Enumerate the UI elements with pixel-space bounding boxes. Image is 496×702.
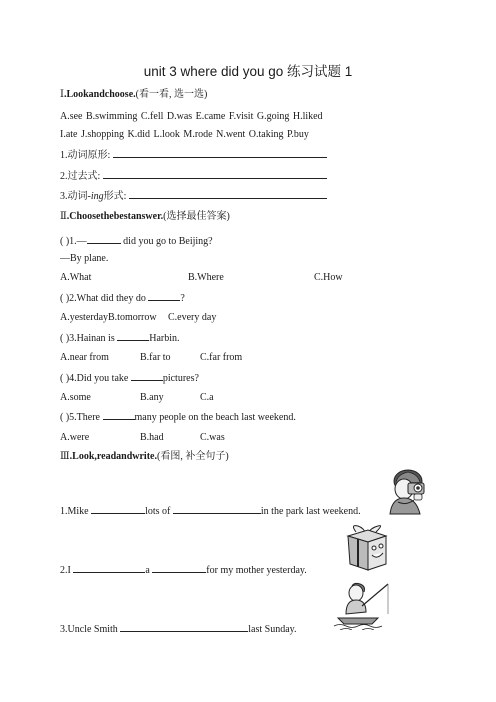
- word-bank-row2: I.ate J.shopping K.did L.look M.rode N.went O.taking P.buy: [60, 129, 309, 140]
- s2-text-b: a: [145, 565, 153, 576]
- write-sentence-2: [60, 563, 307, 577]
- s2-blank-1[interactable]: [73, 563, 145, 573]
- answer-paren[interactable]: ( ): [60, 293, 70, 304]
- section1-q1: [60, 148, 327, 162]
- option-b[interactable]: B.Where: [188, 272, 224, 283]
- option-b[interactable]: B.far to: [140, 352, 171, 363]
- q1-label: 1.动词原形:: [60, 150, 111, 161]
- boy-taking-photo-illustration: [384, 466, 436, 516]
- section3-heading: [60, 450, 229, 463]
- q1-text-b: did you go to Beijing?: [120, 236, 213, 247]
- q1-text-a: 1.—: [69, 236, 87, 247]
- s1-text-a: 1.Mike: [60, 506, 92, 517]
- word-bank-row1: A.see B.swimming C.fell D.was E.came F.visit G.going H.liked: [60, 111, 323, 122]
- option-a[interactable]: A.near from: [60, 352, 109, 363]
- mc-q3-options: [60, 351, 242, 364]
- mc-question-1: [60, 234, 213, 248]
- write-sentence-1: [60, 504, 361, 518]
- answer-paren[interactable]: ( ): [60, 236, 70, 247]
- q4-text-a: 4.Did you take: [69, 373, 131, 384]
- q3-text-a: 3.Hainan is: [69, 333, 118, 344]
- option-b[interactable]: B.tomorrow: [108, 312, 157, 323]
- page-title: unit 3 where did you go 练习试题 1: [143, 64, 353, 79]
- mc-question-2: [60, 291, 185, 305]
- section1-heading-cn: (看一看, 选一选): [135, 89, 208, 100]
- option-b[interactable]: B.had: [140, 432, 164, 443]
- q5-blank[interactable]: [103, 410, 135, 420]
- man-fishing-illustration: [332, 578, 390, 630]
- section1-q2: [60, 169, 327, 183]
- s2-text-c: for my mother yesterday.: [206, 565, 307, 576]
- answer-paren[interactable]: ( ): [60, 333, 70, 344]
- mc-q5-options: [60, 431, 225, 444]
- s3-text-b: last Sunday.: [248, 624, 297, 635]
- mc-question-3: [60, 331, 180, 345]
- gift-box-illustration: [344, 524, 390, 572]
- write-sentence-3: [60, 622, 297, 636]
- option-a[interactable]: A.What: [60, 272, 92, 283]
- s1-blank-2[interactable]: [173, 504, 261, 514]
- section2-heading-en: .Choosethebestanswer.: [66, 211, 164, 222]
- s1-text-b: lots of: [145, 506, 173, 517]
- option-a[interactable]: A.were: [60, 432, 90, 443]
- mc-question-4: [60, 371, 199, 385]
- mc-q1-options: [60, 271, 343, 284]
- s3-text-a: 3.Uncle Smith: [60, 624, 121, 635]
- q2-label: 2.过去式:: [60, 171, 101, 182]
- section3-heading-en: .Look,readandwrite.: [69, 451, 157, 462]
- q5-text-b: many people on the beach last weekend.: [134, 412, 296, 423]
- option-c[interactable]: C.every day: [168, 312, 217, 323]
- q1-blank[interactable]: [87, 234, 121, 244]
- q2-text-b: ?: [180, 293, 185, 304]
- q2-text-a: 2.What did they do: [69, 293, 149, 304]
- option-b[interactable]: B.any: [140, 392, 164, 403]
- option-a[interactable]: A.some: [60, 392, 91, 403]
- section1-heading-en: .Lookandchoose.: [63, 89, 136, 100]
- mc-q4-options: [60, 391, 214, 404]
- s2-blank-2[interactable]: [152, 563, 206, 573]
- q3-answer-blank[interactable]: [129, 189, 327, 199]
- section1-q3: [60, 189, 327, 203]
- q4-blank[interactable]: [131, 371, 163, 381]
- s1-blank-1[interactable]: [91, 504, 145, 514]
- s3-blank-1[interactable]: [120, 622, 248, 632]
- option-c[interactable]: C.How: [314, 272, 343, 283]
- section1-heading-num: Ⅰ: [60, 89, 64, 100]
- section3-heading-cn: (看图, 补全句子): [156, 451, 229, 462]
- answer-paren[interactable]: ( ): [60, 373, 70, 384]
- section1-heading: [60, 88, 207, 101]
- q3-label-a: 3.动词-: [60, 191, 91, 202]
- section2-heading: [60, 210, 230, 223]
- section2-heading-cn: (选择最佳答案): [163, 211, 230, 222]
- option-c[interactable]: C.was: [200, 432, 225, 443]
- q3-text-b: Harbin.: [149, 333, 180, 344]
- q5-text-a: 5.There: [69, 412, 103, 423]
- q2-blank[interactable]: [148, 291, 180, 301]
- option-c[interactable]: C.far from: [200, 352, 243, 363]
- option-a[interactable]: A.yesterday: [60, 312, 109, 323]
- s1-text-c: in the park last weekend.: [260, 506, 361, 517]
- q1-answer-blank[interactable]: [113, 148, 327, 158]
- section2-heading-num: Ⅱ: [60, 211, 67, 222]
- q3-blank[interactable]: [117, 331, 149, 341]
- mc-q1-answer: —By plane.: [60, 253, 109, 264]
- q4-text-b: pictures?: [162, 373, 199, 384]
- mc-question-5: [60, 410, 296, 424]
- mc-q2-options: [60, 311, 216, 324]
- answer-paren[interactable]: ( ): [60, 412, 70, 423]
- q3-label-ing: ing: [90, 191, 104, 202]
- s2-text-a: 2.I: [60, 565, 74, 576]
- option-c[interactable]: C.a: [200, 392, 214, 403]
- q3-label-b: 形式:: [103, 191, 127, 202]
- q2-answer-blank[interactable]: [103, 169, 327, 179]
- section3-heading-num: Ⅲ: [60, 451, 70, 462]
